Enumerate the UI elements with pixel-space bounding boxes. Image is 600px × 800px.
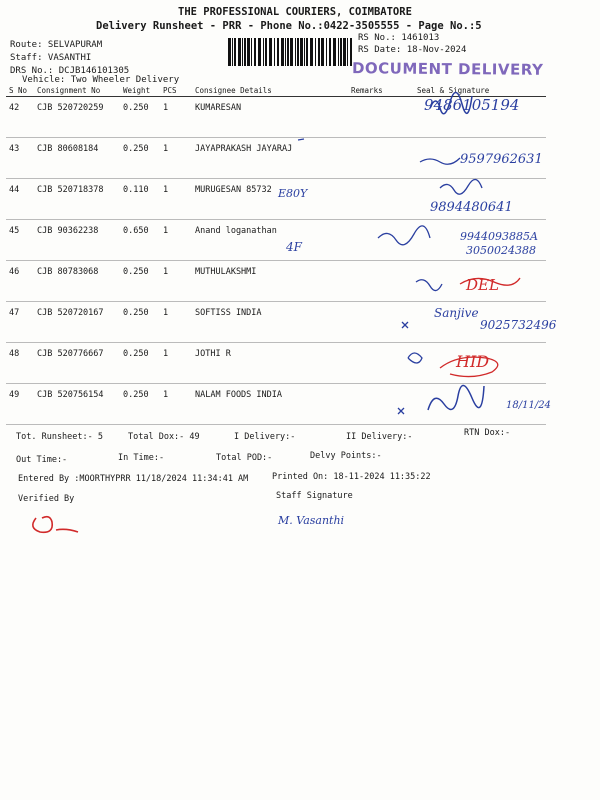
delvy-points: Delvy Points:-: [310, 451, 382, 461]
document-delivery-stamp: DOCUMENT DELIVERY: [351, 59, 544, 79]
cell-pcs: 1: [160, 220, 192, 261]
col-sno: S No: [6, 84, 34, 97]
staff-signature-ink: M. Vasanthi: [278, 514, 345, 527]
hid-mark-48: HID: [456, 352, 490, 371]
table-row: [6, 384, 546, 425]
runsheet-title: Delivery Runsheet - PRR - Phone No.:0422-3505555 - Page No.:5: [96, 20, 482, 32]
barcode-bar: [251, 38, 252, 66]
cell-consignment: CJB 520776667: [34, 343, 120, 384]
total-dox: Total Dox:- 49: [128, 432, 200, 442]
cell-sno: 47: [6, 302, 34, 343]
note-44: E80Y: [278, 187, 308, 200]
cell-consignee: Anand loganathan: [192, 220, 348, 261]
barcode-bar: [315, 38, 316, 66]
col-consignee: Consignee Details: [192, 84, 348, 97]
cell-pcs: 1: [160, 179, 192, 220]
barcode-bar: [333, 38, 336, 66]
cell-remarks: [348, 97, 414, 138]
barcode-bar: [347, 38, 348, 66]
verified-by: Verified By: [18, 494, 75, 504]
barcode-bar: [232, 38, 233, 66]
barcode-bar: [242, 38, 243, 66]
barcode-bar: [300, 38, 303, 66]
company-name: THE PROFESSIONAL COURIERS, COIMBATORE: [178, 6, 412, 18]
cell-consignee: NALAM FOODS INDIA: [192, 384, 348, 425]
out-time: Out Time:-: [16, 455, 68, 465]
cell-sno: 45: [6, 220, 34, 261]
note-45: 4F: [286, 240, 302, 254]
signature-47-phone: 9025732496: [480, 318, 557, 332]
cell-consignment: CJB 520756154: [34, 384, 120, 425]
signature-45-line2: 3050024388: [466, 244, 536, 257]
barcode-bar: [329, 38, 331, 66]
cell-weight: 0.250: [120, 384, 160, 425]
signature-45-line1: 9944093885A: [460, 230, 538, 243]
cell-weight: 0.110: [120, 179, 160, 220]
barcode-bar: [306, 38, 308, 66]
col-pcs: PCS: [160, 84, 192, 97]
signature-47-name: Sanjive: [434, 306, 479, 320]
cell-consignee: JOTHI R: [192, 343, 348, 384]
rs-number: RS No.: 1461013: [358, 33, 440, 43]
barcode-bar: [269, 38, 272, 66]
cell-sno: 43: [6, 138, 34, 179]
cell-remarks: [348, 302, 414, 343]
in-time: In Time:-: [118, 453, 165, 463]
col-remarks: Remarks: [348, 84, 414, 97]
barcode-bar: [310, 38, 313, 66]
cell-pcs: 1: [160, 138, 192, 179]
drs-number: DRS No.: DCJB146101305: [10, 66, 130, 76]
signature-44: 9894480641: [430, 200, 513, 215]
cell-weight: 0.650: [120, 220, 160, 261]
barcode-bar: [254, 38, 256, 66]
cell-consignee: MURUGESAN 85732: [192, 179, 348, 220]
tot-runsheet: Tot. Runsheet:- 5: [16, 432, 103, 442]
cell-consignment: CJB 90362238: [34, 220, 120, 261]
cell-pcs: 1: [160, 97, 192, 138]
cell-weight: 0.250: [120, 97, 160, 138]
barcode-bar: [263, 38, 264, 66]
barcode-icon: [228, 38, 352, 66]
vehicle-label: Vehicle: Two Wheeler Delivery: [22, 75, 180, 85]
cell-sno: 44: [6, 179, 34, 220]
staff-label: Staff: VASANTHI: [10, 53, 92, 63]
signature-43: 9597962631: [460, 152, 543, 167]
barcode-bar: [281, 38, 284, 66]
cell-remarks: [348, 261, 414, 302]
cell-remarks: [348, 138, 414, 179]
cell-weight: 0.250: [120, 343, 160, 384]
cell-consignee: JAYAPRAKASH JAYARAJ: [192, 138, 348, 179]
del-mark-46: DEL: [466, 276, 499, 294]
staff-signature-label: Staff Signature: [276, 491, 353, 501]
rs-date: RS Date: 18-Nov-2024: [358, 45, 467, 55]
cell-pcs: 1: [160, 384, 192, 425]
date-49: 18/11/24: [506, 400, 551, 411]
barcode-bar: [304, 38, 305, 66]
barcode-bar: [318, 38, 320, 66]
barcode-bar: [277, 38, 279, 66]
barcode-bar: [238, 38, 241, 66]
barcode-bar: [285, 38, 286, 66]
printed-on: Printed On: 18-11-2024 11:35:22: [272, 472, 431, 482]
cell-consignment: CJB 520718378: [34, 179, 120, 220]
cell-sno: 48: [6, 343, 34, 384]
cell-remarks: [348, 220, 414, 261]
cell-sno: 49: [6, 384, 34, 425]
barcode-bar: [321, 38, 324, 66]
col-seal-signature: Seal & Signature: [414, 84, 546, 97]
barcode-bar: [290, 38, 293, 66]
barcode-bar: [297, 38, 299, 66]
ii-delivery: II Delivery:-: [346, 432, 413, 442]
cell-pcs: 1: [160, 343, 192, 384]
entered-by: Entered By :MOORTHYPRR 11/18/2024 11:34:41 AM: [18, 474, 249, 484]
barcode-bar: [343, 38, 346, 66]
cell-consignment: CJB 80783068: [34, 261, 120, 302]
cell-remarks: [348, 343, 414, 384]
runsheet-table: [6, 84, 546, 425]
col-weight: Weight: [120, 84, 160, 97]
table-row: [6, 261, 546, 302]
cell-consignment: CJB 80608184: [34, 138, 120, 179]
route-label: Route: SELVAPURAM: [10, 40, 103, 50]
barcode-bar: [338, 38, 339, 66]
cell-consignment: CJB 520720167: [34, 302, 120, 343]
rtn-dox: RTN Dox:-: [464, 428, 511, 438]
cell-sno: 42: [6, 97, 34, 138]
cell-consignment: CJB 520720259: [34, 97, 120, 138]
cell-remarks: [348, 384, 414, 425]
table-header-row: [6, 84, 546, 97]
barcode-bar: [340, 38, 342, 66]
barcode-bar: [265, 38, 267, 66]
cell-weight: 0.250: [120, 138, 160, 179]
barcode-bar: [247, 38, 250, 66]
cell-remarks: [348, 179, 414, 220]
barcode-bar: [295, 38, 296, 66]
cell-consignee: SOFTISS INDIA: [192, 302, 348, 343]
i-delivery: I Delivery:-: [234, 432, 296, 442]
cell-consignee: MUTHULAKSHMI: [192, 261, 348, 302]
cell-weight: 0.250: [120, 261, 160, 302]
barcode-bar: [274, 38, 275, 66]
barcode-bar: [326, 38, 327, 66]
barcode-bar: [244, 38, 246, 66]
cell-pcs: 1: [160, 261, 192, 302]
cell-sno: 46: [6, 261, 34, 302]
barcode-bar: [258, 38, 261, 66]
signature-42: 9486105194: [424, 96, 520, 114]
barcode-bar: [287, 38, 289, 66]
col-consignment: Consignment No: [34, 84, 120, 97]
barcode-bar: [228, 38, 231, 66]
total-pod: Total POD:-: [216, 453, 273, 463]
cell-pcs: 1: [160, 302, 192, 343]
cell-weight: 0.250: [120, 302, 160, 343]
cell-consignee: KUMARESAN: [192, 97, 348, 138]
barcode-bar: [234, 38, 236, 66]
